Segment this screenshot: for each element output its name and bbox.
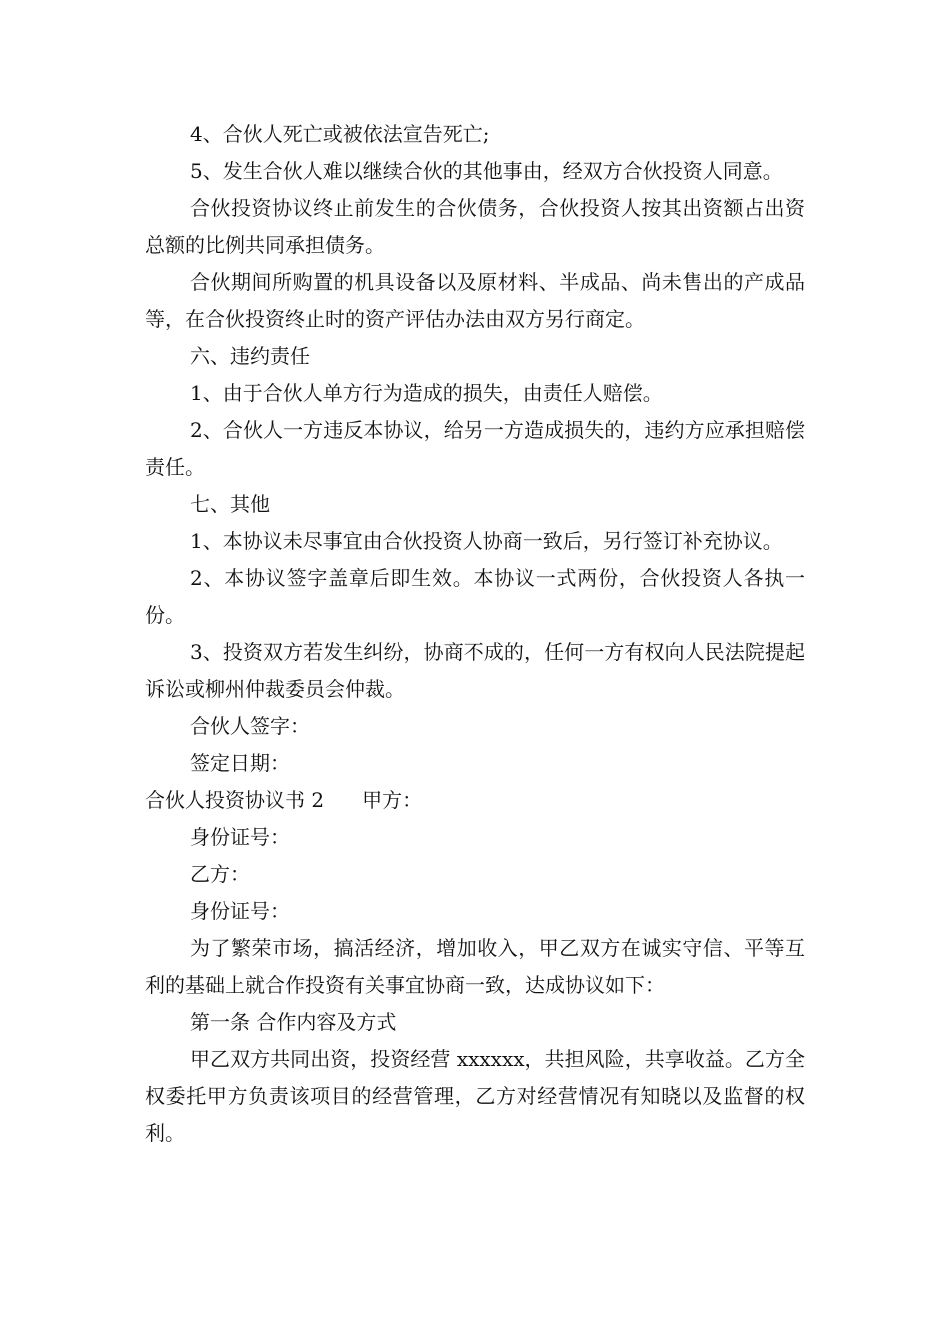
clause-partner-death: 4、合伙人死亡或被依法宣告死亡; — [190, 122, 490, 146]
party-b-label: 乙方： — [190, 862, 250, 886]
paragraph-asset-evaluation: 合伙期间所购置的机具设备以及原材料、半成品、尚未售出的产成品等，在合伙投资终止时的资产评估办法由双方另行商定。 — [145, 270, 805, 331]
clause-supplementary-agreement: 1、本协议未尽事宜由合伙投资人协商一致后，另行签订补充协议。 — [190, 529, 783, 553]
clause-effective: 2、本协议签字盖章后即生效。本协议一式两份，合伙投资人各执一份。 — [145, 566, 805, 627]
clause-unilateral-loss: 1、由于合伙人单方行为造成的损失，由责任人赔偿。 — [190, 381, 663, 405]
agreement-2-title-line — [145, 782, 805, 819]
paragraph-preamble: 为了繁荣市场，搞活经济，增加收入，甲乙双方在诚实守信、平等互利的基础上就合作投资有关事宜协商一致，达成协议如下： — [145, 936, 805, 997]
clause-dispute: 3、投资双方若发生纠纷，协商不成的，任何一方有权向人民法院提起诉讼或柳州仲裁委员会仲裁。 — [145, 640, 805, 701]
party-a-label: 甲方： — [362, 788, 423, 812]
section-heading-other: 七、其他 — [190, 492, 270, 516]
document-body — [145, 116, 805, 1152]
id-number-label-a: 身份证号： — [190, 825, 290, 849]
sign-date-label: 签定日期： — [190, 751, 290, 775]
signature-label: 合伙人签字： — [190, 714, 310, 738]
clause-breach-compensation: 2、合伙人一方违反本协议，给另一方造成损失的，违约方应承担赔偿责任。 — [145, 418, 805, 479]
paragraph-partnership-debt: 合伙投资协议终止前发生的合伙债务，合伙投资人按其出资额占出资总额的比例共同承担债务。 — [145, 196, 805, 257]
id-number-label-b: 身份证号： — [190, 899, 290, 923]
article-1-heading: 第一条 合作内容及方式 — [190, 1010, 397, 1034]
clause-other-reasons: 5、发生合伙人难以继续合伙的其他事由，经双方合伙投资人同意。 — [190, 159, 783, 183]
agreement-2-title: 合伙人投资协议书 2 — [145, 788, 325, 812]
section-heading-liability: 六、违约责任 — [190, 344, 310, 368]
article-1-body: 甲乙双方共同出资，投资经营 xxxxxx，共担风险，共享收益。乙方全权委托甲方负责该项目的经营管理，乙方对经营情况有知晓以及监督的权利。 — [145, 1047, 805, 1145]
